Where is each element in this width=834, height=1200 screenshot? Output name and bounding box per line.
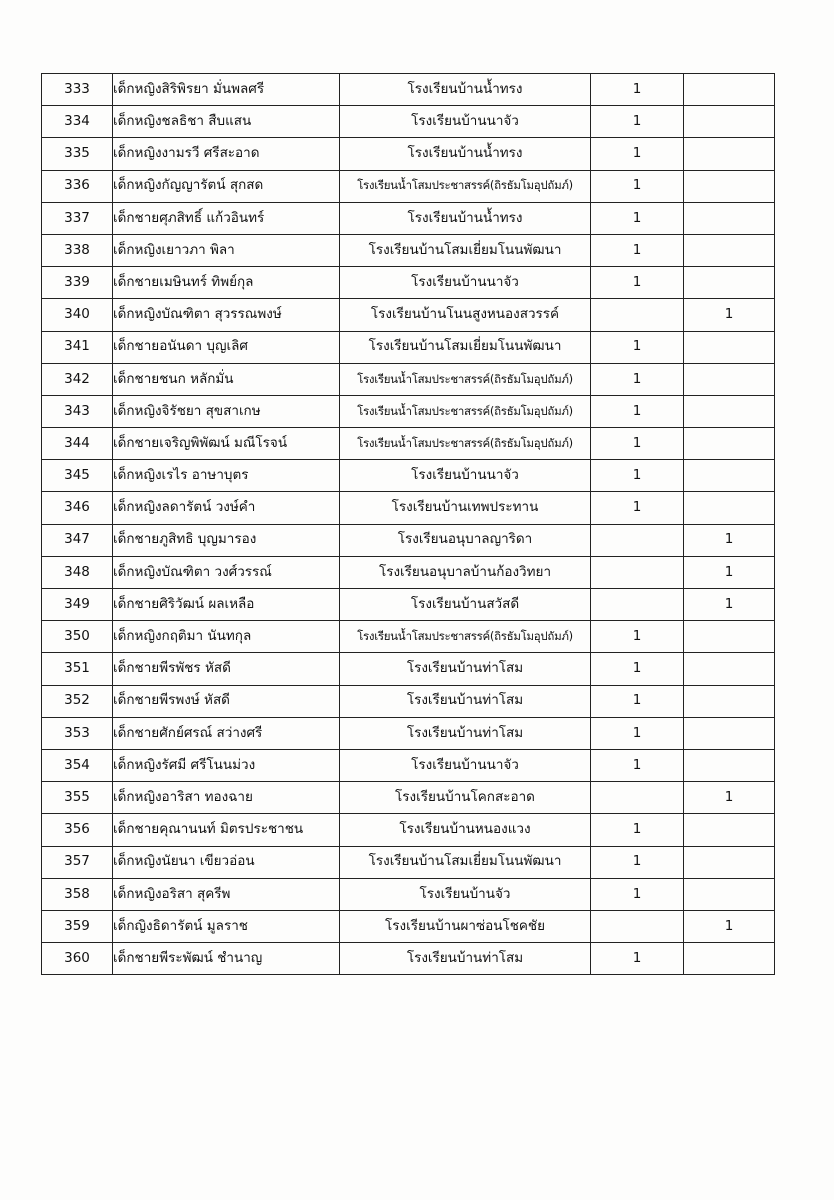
student-name: เด็กชายชนก หลักมั่น <box>113 363 340 395</box>
student-name: เด็กชายภูสิทธิ บุญมารอง <box>113 524 340 556</box>
school-name: โรงเรียนบ้านเทพประทาน <box>340 492 591 524</box>
count-column-a: 1 <box>591 814 684 846</box>
student-name: เด็กหญิงบัณฑิตา วงศ์วรรณ์ <box>113 556 340 588</box>
student-name: เด็กหญิงนัยนา เขียวอ่อน <box>113 846 340 878</box>
school-name: โรงเรียนน้ำโสมประชาสรรค์(ถิรธัมโมอุปถัมภ์) <box>340 428 591 460</box>
count-column-b <box>684 814 775 846</box>
count-column-a: 1 <box>591 878 684 910</box>
student-name: เด็กชายพีระพัฒน์ ชำนาญ <box>113 943 340 975</box>
row-number: 360 <box>42 943 113 975</box>
school-name: โรงเรียนอนุบาลบ้านก้องวิทยา <box>340 556 591 588</box>
student-name: เด็กชายศักย์ศรณ์ สว่างศรี <box>113 717 340 749</box>
count-column-a: 1 <box>591 846 684 878</box>
count-column-a: 1 <box>591 106 684 138</box>
count-column-b <box>684 428 775 460</box>
school-name: โรงเรียนบ้านน้ำทรง <box>340 74 591 106</box>
row-number: 349 <box>42 589 113 621</box>
school-name: โรงเรียนบ้านท่าโสม <box>340 717 591 749</box>
count-column-a <box>591 589 684 621</box>
student-name: เด็กหญิงรัศมี ศรีโนนม่วง <box>113 749 340 781</box>
table-row <box>42 234 775 266</box>
student-name: เด็กญิงธิดารัตน์ มูลราช <box>113 910 340 942</box>
school-name: โรงเรียนน้ำโสมประชาสรรค์(ถิรธัมโมอุปถัมภ์) <box>340 363 591 395</box>
count-column-b: 1 <box>684 910 775 942</box>
row-number: 351 <box>42 653 113 685</box>
count-column-a: 1 <box>591 749 684 781</box>
count-column-a: 1 <box>591 621 684 653</box>
count-column-b: 1 <box>684 589 775 621</box>
row-number: 353 <box>42 717 113 749</box>
row-number: 358 <box>42 878 113 910</box>
table-row <box>42 363 775 395</box>
row-number: 334 <box>42 106 113 138</box>
count-column-b <box>684 106 775 138</box>
row-number: 337 <box>42 202 113 234</box>
school-name: โรงเรียนบ้านโสมเยี่ยมโนนพัฒนา <box>340 234 591 266</box>
student-table <box>41 73 775 975</box>
count-column-a: 1 <box>591 492 684 524</box>
row-number: 356 <box>42 814 113 846</box>
table-row <box>42 74 775 106</box>
row-number: 352 <box>42 685 113 717</box>
school-name: โรงเรียนบ้านน้ำทรง <box>340 138 591 170</box>
student-table-body <box>42 74 775 975</box>
school-name: โรงเรียนบ้านจัว <box>340 878 591 910</box>
school-name: โรงเรียนบ้านนาจัว <box>340 267 591 299</box>
row-number: 343 <box>42 395 113 427</box>
count-column-a <box>591 299 684 331</box>
count-column-b <box>684 685 775 717</box>
school-name: โรงเรียนบ้านโนนสูงหนองสวรรค์ <box>340 299 591 331</box>
count-column-b <box>684 331 775 363</box>
count-column-a: 1 <box>591 331 684 363</box>
count-column-a: 1 <box>591 74 684 106</box>
student-name: เด็กชายเมษินทร์ ทิพย์กุล <box>113 267 340 299</box>
school-name: โรงเรียนน้ำโสมประชาสรรค์(ถิรธัมโมอุปถัมภ์) <box>340 621 591 653</box>
count-column-b <box>684 749 775 781</box>
student-name: เด็กหญิงงามรวี ศรีสะอาด <box>113 138 340 170</box>
row-number: 357 <box>42 846 113 878</box>
student-name: เด็กหญิงบัณฑิตา สุวรรณพงษ์ <box>113 299 340 331</box>
table-row <box>42 653 775 685</box>
student-name: เด็กหญิงเรไร อาษาบุตร <box>113 460 340 492</box>
table-row <box>42 685 775 717</box>
table-row <box>42 202 775 234</box>
student-name: เด็กหญิงลดารัตน์ วงษ์คำ <box>113 492 340 524</box>
table-row <box>42 524 775 556</box>
table-row <box>42 106 775 138</box>
count-column-b: 1 <box>684 299 775 331</box>
count-column-a: 1 <box>591 943 684 975</box>
count-column-a: 1 <box>591 428 684 460</box>
table-row <box>42 782 775 814</box>
table-row <box>42 846 775 878</box>
count-column-b: 1 <box>684 556 775 588</box>
table-row <box>42 943 775 975</box>
student-name: เด็กชายพีรพัชร หัสดี <box>113 653 340 685</box>
student-name: เด็กหญิงสิริพิรยา มั่นพลศรี <box>113 74 340 106</box>
table-row <box>42 138 775 170</box>
student-name: เด็กชายพีรพงษ์ หัสดี <box>113 685 340 717</box>
row-number: 339 <box>42 267 113 299</box>
table-row <box>42 428 775 460</box>
student-name: เด็กหญิงชลธิชา สืบแสน <box>113 106 340 138</box>
count-column-b <box>684 170 775 202</box>
student-name: เด็กชายคุณานนท์ มิตรประชาชน <box>113 814 340 846</box>
count-column-b <box>684 363 775 395</box>
school-name: โรงเรียนบ้านนาจัว <box>340 106 591 138</box>
count-column-a <box>591 524 684 556</box>
count-column-b: 1 <box>684 524 775 556</box>
school-name: โรงเรียนบ้านท่าโสม <box>340 943 591 975</box>
count-column-b <box>684 267 775 299</box>
school-name: โรงเรียนบ้านนาจัว <box>340 749 591 781</box>
school-name: โรงเรียนบ้านน้ำทรง <box>340 202 591 234</box>
count-column-b <box>684 460 775 492</box>
table-row <box>42 910 775 942</box>
count-column-a <box>591 556 684 588</box>
student-name: เด็กหญิงกฤติมา นันทกุล <box>113 621 340 653</box>
school-name: โรงเรียนน้ำโสมประชาสรรค์(ถิรธัมโมอุปถัมภ์) <box>340 170 591 202</box>
student-name: เด็กชายเจริญพิพัฒน์ มณีโรจน์ <box>113 428 340 460</box>
count-column-b <box>684 202 775 234</box>
count-column-a: 1 <box>591 685 684 717</box>
count-column-b <box>684 74 775 106</box>
count-column-b <box>684 234 775 266</box>
count-column-b <box>684 395 775 427</box>
student-name: เด็กหญิงกัญญารัตน์ สุกสด <box>113 170 340 202</box>
count-column-b <box>684 138 775 170</box>
row-number: 346 <box>42 492 113 524</box>
student-name: เด็กชายศุภสิทธิ์ แก้วอินทร์ <box>113 202 340 234</box>
table-row <box>42 460 775 492</box>
school-name: โรงเรียนบ้านผาซ่อนโชคชัย <box>340 910 591 942</box>
school-name: โรงเรียนบ้านท่าโสม <box>340 685 591 717</box>
count-column-a: 1 <box>591 395 684 427</box>
row-number: 342 <box>42 363 113 395</box>
row-number: 338 <box>42 234 113 266</box>
table-row <box>42 299 775 331</box>
count-column-a <box>591 782 684 814</box>
row-number: 347 <box>42 524 113 556</box>
student-name: เด็กชายศิริวัฒน์ ผลเหลือ <box>113 589 340 621</box>
table-row <box>42 170 775 202</box>
table-row <box>42 717 775 749</box>
row-number: 340 <box>42 299 113 331</box>
school-name: โรงเรียนบ้านโสมเยี่ยมโนนพัฒนา <box>340 846 591 878</box>
student-name: เด็กหญิงจิรัชยา สุขสาเกษ <box>113 395 340 427</box>
table-row <box>42 556 775 588</box>
row-number: 359 <box>42 910 113 942</box>
table-row <box>42 621 775 653</box>
row-number: 335 <box>42 138 113 170</box>
table-row <box>42 878 775 910</box>
count-column-b <box>684 878 775 910</box>
count-column-b <box>684 717 775 749</box>
count-column-a: 1 <box>591 170 684 202</box>
count-column-a: 1 <box>591 202 684 234</box>
table-row <box>42 267 775 299</box>
row-number: 341 <box>42 331 113 363</box>
table-row <box>42 492 775 524</box>
count-column-a: 1 <box>591 460 684 492</box>
school-name: โรงเรียนบ้านท่าโสม <box>340 653 591 685</box>
count-column-b <box>684 621 775 653</box>
school-name: โรงเรียนบ้านโคกสะอาด <box>340 782 591 814</box>
school-name: โรงเรียนบ้านสวัสดี <box>340 589 591 621</box>
count-column-a: 1 <box>591 363 684 395</box>
student-name: เด็กหญิงอาริสา ทองฉาย <box>113 782 340 814</box>
row-number: 348 <box>42 556 113 588</box>
student-name: เด็กหญิงอริสา สุครีพ <box>113 878 340 910</box>
row-number: 354 <box>42 749 113 781</box>
count-column-b <box>684 943 775 975</box>
count-column-b <box>684 846 775 878</box>
row-number: 333 <box>42 74 113 106</box>
row-number: 336 <box>42 170 113 202</box>
row-number: 344 <box>42 428 113 460</box>
count-column-a <box>591 910 684 942</box>
school-name: โรงเรียนบ้านนาจัว <box>340 460 591 492</box>
table-row <box>42 589 775 621</box>
school-name: โรงเรียนบ้านโสมเยี่ยมโนนพัฒนา <box>340 331 591 363</box>
table-row <box>42 814 775 846</box>
table-row <box>42 749 775 781</box>
student-name: เด็กชายอนันดา บุญเลิศ <box>113 331 340 363</box>
row-number: 355 <box>42 782 113 814</box>
table-row <box>42 395 775 427</box>
count-column-b <box>684 653 775 685</box>
count-column-a: 1 <box>591 717 684 749</box>
school-name: โรงเรียนน้ำโสมประชาสรรค์(ถิรธัมโมอุปถัมภ์) <box>340 395 591 427</box>
count-column-b <box>684 492 775 524</box>
table-row <box>42 331 775 363</box>
count-column-a: 1 <box>591 267 684 299</box>
student-name: เด็กหญิงเยาวภา พิลา <box>113 234 340 266</box>
row-number: 350 <box>42 621 113 653</box>
school-name: โรงเรียนอนุบาลญาริดา <box>340 524 591 556</box>
school-name: โรงเรียนบ้านหนองแวง <box>340 814 591 846</box>
count-column-a: 1 <box>591 653 684 685</box>
count-column-b: 1 <box>684 782 775 814</box>
count-column-a: 1 <box>591 234 684 266</box>
count-column-a: 1 <box>591 138 684 170</box>
row-number: 345 <box>42 460 113 492</box>
